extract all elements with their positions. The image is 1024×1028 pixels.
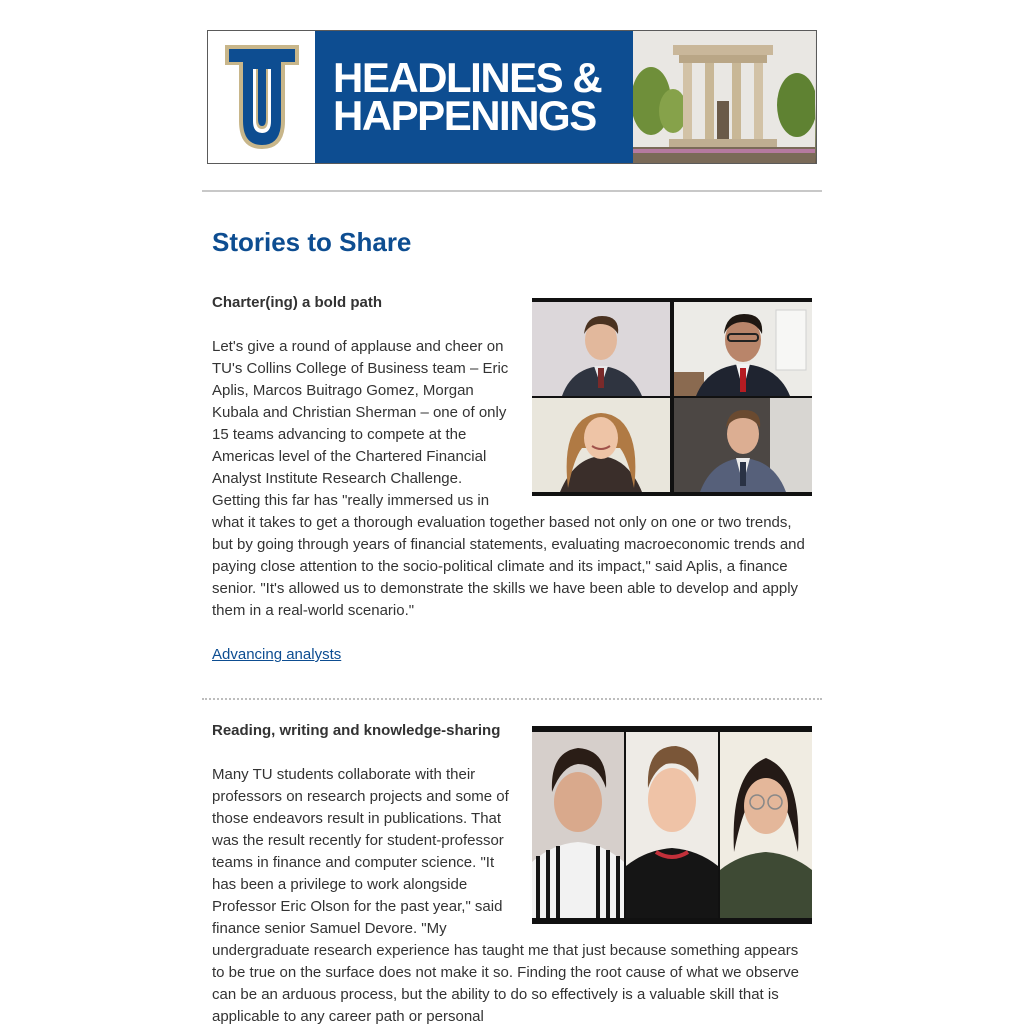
video-call-grid: [532, 298, 812, 496]
banner-title: [315, 31, 633, 163]
person-photo: [532, 732, 624, 918]
person-photo: [674, 398, 812, 492]
story-card: [212, 292, 812, 666]
person-photo: [674, 302, 812, 396]
banner-title-line1: HEADLINES &: [333, 54, 602, 101]
campus-photo: [633, 31, 816, 163]
story-image: [532, 726, 812, 924]
banner-title-line2: HAPPENINGS: [333, 92, 596, 139]
section-title: Stories to Share: [212, 227, 412, 257]
person-photo: [720, 732, 812, 918]
newsletter-banner: [207, 30, 817, 164]
tu-logo: [208, 31, 315, 163]
person-photo: [532, 302, 670, 396]
gazebo-illustration: [633, 31, 815, 163]
story-card: [212, 720, 812, 1028]
story-heading: Reading, writing and knowledge-sharing: [212, 722, 501, 739]
story-heading: Charter(ing) a bold path: [212, 294, 382, 311]
student-portraits: [532, 726, 812, 924]
story-image: [532, 298, 812, 496]
person-photo: [532, 398, 670, 492]
tu-logo-icon: [223, 43, 301, 153]
banner-divider: [202, 190, 822, 192]
story-divider: [202, 698, 822, 700]
story-link-advancing-analysts[interactable]: Advancing analysts: [212, 646, 342, 663]
story-body: Many TU students collaborate with their professors on research projects and some of those endeavors result in publications. That was the result recently for student-professor teams in finance and computer science. "It has been a privilege to work alongside Professor Eric Olson for the past year," said finance senior Samuel Devore. "My undergraduate research experience has taught me that just because something appears to be true on the surface does not make it so. Finding the root cause of what we observe can be an arduous process, but the ability to do so effectively is a valuable skill that is applicable to any career path or personal: [212, 766, 800, 1025]
story-body: Let's give a round of applause and cheer on TU's Collins College of Business team – Eric Aplis, Marcos Buitrago Gomez, Morgan Kubala and Christian Sherman – one of only 15 teams advancing to compete at the Americas level of the Chartered Financial Analyst Institute Research Challenge. Getting this far has "really immersed us in what it takes to get a thorough evaluation together based not only on one or two trends, but by going through years of financial statements, evaluating macroeconomic trends and paying close attention to the socio-political climate and its impact," said Aplis, a finance senior. "It's allowed us to demonstrate the skills we have been able to develop and apply them in a real-world scenario.": [212, 338, 805, 619]
person-photo: [626, 732, 718, 918]
